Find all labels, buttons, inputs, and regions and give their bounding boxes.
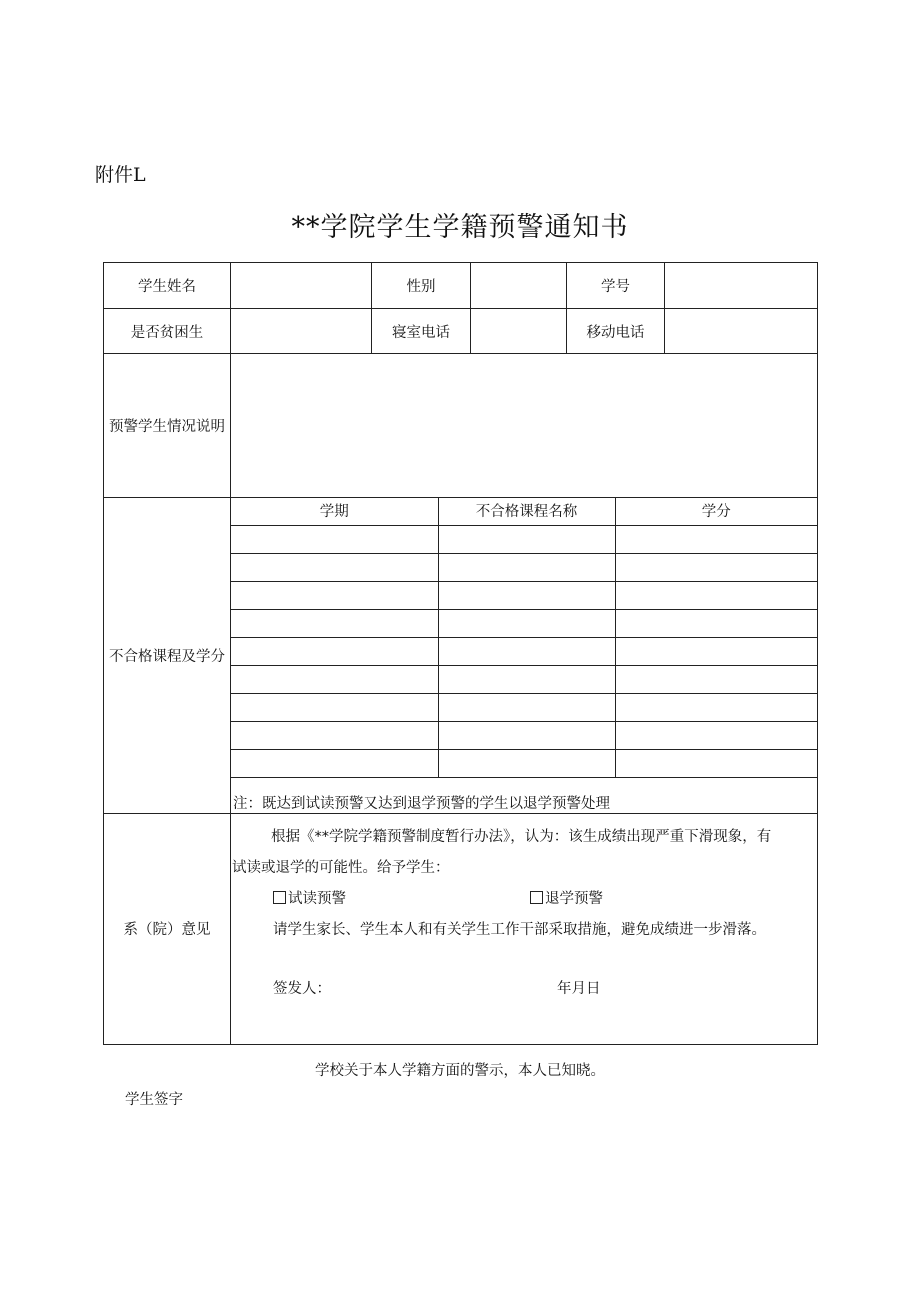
student-name-field[interactable] (231, 263, 372, 309)
gender-field[interactable] (471, 263, 567, 309)
page-title: **学院学生学籍预警通知书 (291, 212, 629, 243)
term-cell[interactable] (231, 721, 438, 749)
dorm-phone-field[interactable] (471, 309, 567, 354)
table-row (231, 693, 817, 721)
course-cell[interactable] (438, 637, 615, 665)
term-cell[interactable] (231, 553, 438, 581)
term-cell[interactable] (231, 609, 438, 637)
opinion-line-3: 请学生家长、学生本人和有关学生工作干部采取措施，避免成绩进一步滑落。 (273, 921, 766, 938)
credit-cell[interactable] (615, 665, 817, 693)
credit-cell[interactable] (615, 525, 817, 553)
opinion-line-2: 试读或退学的可能性。给予学生： (232, 859, 450, 876)
student-id-field[interactable] (665, 263, 818, 309)
situation-field[interactable] (231, 354, 818, 498)
table-row (231, 665, 817, 693)
course-cell[interactable] (438, 553, 615, 581)
student-id-label: 学号 (567, 263, 665, 309)
term-header: 学期 (231, 498, 438, 525)
dorm-phone-label: 寝室电话 (372, 309, 471, 354)
course-name-header: 不合格课程名称 (438, 498, 615, 525)
table-row (231, 581, 817, 609)
student-signature-label: 学生签字 (125, 1092, 183, 1108)
course-cell[interactable] (438, 665, 615, 693)
term-cell[interactable] (231, 693, 438, 721)
term-cell[interactable] (231, 749, 438, 777)
course-cell[interactable] (438, 693, 615, 721)
warning-form-table (103, 262, 818, 1045)
withdraw-warning-option[interactable]: 退学预警 (530, 887, 603, 908)
issuer-label: 签发人： (273, 980, 331, 997)
situation-label: 预警学生情况说明 (104, 354, 231, 498)
student-name-label: 学生姓名 (104, 263, 231, 309)
credit-cell[interactable] (615, 609, 817, 637)
credit-cell[interactable] (615, 693, 817, 721)
table-row (231, 637, 817, 665)
term-cell[interactable] (231, 637, 438, 665)
gender-label: 性别 (372, 263, 471, 309)
acknowledgement-text: 学校关于本人学籍方面的警示，本人已知晓。 (315, 1063, 605, 1079)
trial-warning-option[interactable]: 试读预警 (273, 887, 346, 908)
table-row (231, 553, 817, 581)
table-row (231, 525, 817, 553)
credit-cell[interactable] (615, 553, 817, 581)
course-cell[interactable] (438, 749, 615, 777)
date-label: 年月日 (557, 980, 601, 997)
credit-cell[interactable] (615, 721, 817, 749)
table-row (231, 609, 817, 637)
course-cell[interactable] (438, 525, 615, 553)
course-cell[interactable] (438, 609, 615, 637)
opinion-line-1: 根据《**学院学籍预警制度暂行办法》，认为：该生成绩出现严重下滑现象，有 (271, 828, 772, 845)
credit-header: 学分 (615, 498, 817, 525)
term-cell[interactable] (231, 525, 438, 553)
opinion-block (231, 813, 818, 1044)
attachment-label: 附件L (95, 164, 146, 186)
poverty-field[interactable] (231, 309, 372, 354)
course-cell[interactable] (438, 581, 615, 609)
credit-cell[interactable] (615, 749, 817, 777)
credit-cell[interactable] (615, 637, 817, 665)
term-cell[interactable] (231, 581, 438, 609)
mobile-label: 移动电话 (567, 309, 665, 354)
table-row (231, 749, 817, 777)
poverty-label: 是否贫困生 (104, 309, 231, 354)
failed-courses-table (231, 498, 817, 813)
opinion-label: 系（院）意见 (104, 813, 231, 1044)
trial-checkbox[interactable] (273, 891, 286, 904)
courses-note: 注：既达到试读预警又达到退学预警的学生以退学预警处理 (233, 795, 610, 812)
mobile-field[interactable] (665, 309, 818, 354)
courses-section-label: 不合格课程及学分 (104, 498, 231, 814)
credit-cell[interactable] (615, 581, 817, 609)
course-cell[interactable] (438, 721, 615, 749)
term-cell[interactable] (231, 665, 438, 693)
withdraw-checkbox[interactable] (530, 891, 543, 904)
table-row (231, 721, 817, 749)
